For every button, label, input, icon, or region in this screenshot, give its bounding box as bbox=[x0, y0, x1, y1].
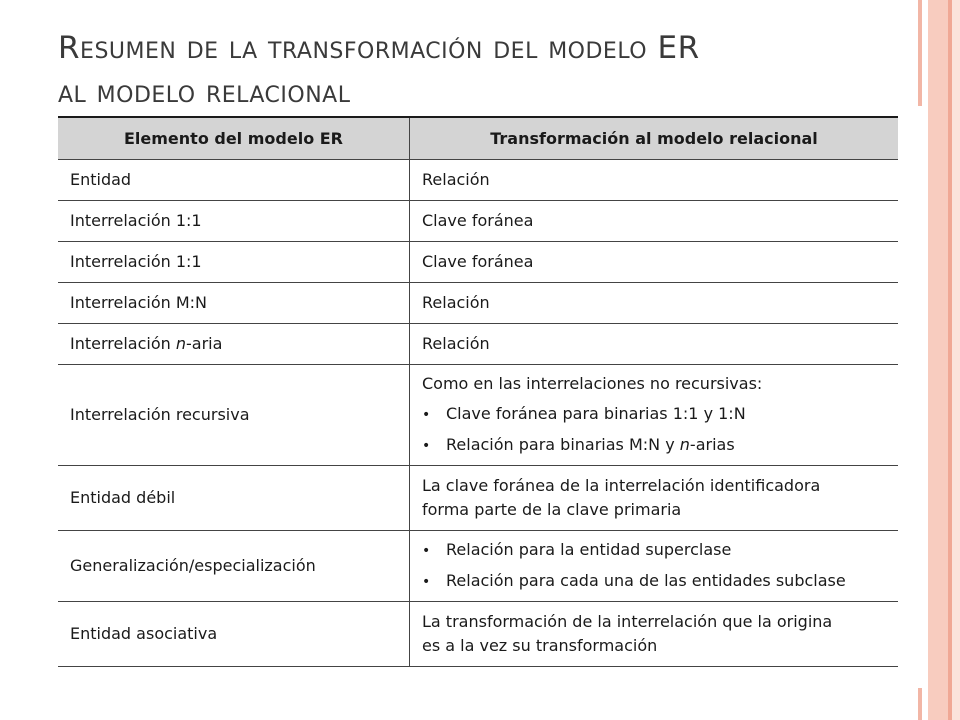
cell-line: es a la vez su transformación bbox=[422, 636, 658, 655]
bullet-icon: • bbox=[422, 438, 431, 454]
cell-line: La clave foránea de la interrelación identificadora bbox=[422, 476, 821, 495]
bullet-item bbox=[422, 569, 886, 594]
italic-fragment: n bbox=[175, 334, 186, 353]
table-row bbox=[58, 466, 898, 531]
cell-element-text bbox=[70, 332, 397, 356]
text-fragment: Interrelación bbox=[70, 334, 176, 353]
table-row bbox=[58, 324, 898, 365]
cell-intro-line: Como en las interrelaciones no recursivas: bbox=[422, 374, 763, 393]
decorative-bar-top bbox=[918, 0, 922, 106]
bullet-text: Relación para cada una de las entidades subclase bbox=[446, 571, 846, 590]
table-row bbox=[58, 602, 898, 667]
transformation-table bbox=[58, 116, 898, 667]
cell-transformation bbox=[410, 531, 898, 601]
bullet-icon: • bbox=[422, 574, 431, 590]
cell-element: Entidad débil bbox=[58, 466, 410, 530]
cell-element: Interrelación M:N bbox=[58, 283, 410, 323]
table-row bbox=[58, 160, 898, 201]
cell-element: Entidad bbox=[58, 160, 410, 200]
bullet-icon: • bbox=[422, 543, 431, 559]
decorative-side-margin bbox=[952, 0, 960, 720]
table-row bbox=[58, 201, 898, 242]
cell-transformation: Relación bbox=[422, 293, 490, 312]
decorative-side-band bbox=[928, 0, 948, 720]
bullet-text: Clave foránea para binarias 1:1 y 1:N bbox=[446, 404, 746, 423]
cell-transformation: Relación bbox=[422, 170, 490, 189]
cell-transformation bbox=[410, 602, 898, 666]
table-row bbox=[58, 283, 898, 324]
text-fragment: -arias bbox=[689, 435, 735, 454]
slide-title-line-1: Resumen de la transformación del modelo ER bbox=[58, 30, 700, 66]
bullet-text bbox=[446, 433, 735, 457]
bullet-item bbox=[422, 433, 886, 458]
table-row bbox=[58, 365, 898, 466]
cell-element: Generalización/especialización bbox=[58, 531, 410, 601]
slide-title bbox=[58, 26, 898, 114]
cell-element: Interrelación 1:1 bbox=[58, 201, 410, 241]
header-cell-element: Elemento del modelo ER bbox=[58, 118, 410, 159]
bullet-text: Relación para la entidad superclase bbox=[446, 540, 732, 559]
cell-element: Entidad asociativa bbox=[58, 602, 410, 666]
cell-transformation: Clave foránea bbox=[422, 211, 534, 230]
header-cell-transformation: Transformación al modelo relacional bbox=[490, 128, 818, 148]
cell-line: forma parte de la clave primaria bbox=[422, 500, 682, 519]
decorative-bar-bottom bbox=[918, 688, 922, 720]
table-row bbox=[58, 531, 898, 602]
cell-element bbox=[58, 324, 410, 364]
bullet-icon: • bbox=[422, 407, 431, 423]
bullet-item bbox=[422, 402, 886, 427]
cell-transformation: Clave foránea bbox=[422, 252, 534, 271]
bullet-item bbox=[422, 538, 886, 563]
table-row bbox=[58, 242, 898, 283]
text-fragment: -aria bbox=[186, 334, 223, 353]
cell-transformation: Relación bbox=[422, 334, 490, 353]
slide-title-line-2: al modelo relacional bbox=[58, 74, 351, 110]
italic-fragment: n bbox=[679, 435, 690, 454]
cell-transformation bbox=[410, 365, 898, 465]
cell-element: Interrelación 1:1 bbox=[58, 242, 410, 282]
cell-transformation bbox=[410, 466, 898, 530]
cell-line: La transformación de la interrelación que la origina bbox=[422, 612, 833, 631]
table-header-row bbox=[58, 118, 898, 160]
text-fragment: Relación para binarias M:N y bbox=[446, 435, 680, 454]
cell-element: Interrelación recursiva bbox=[58, 365, 410, 465]
